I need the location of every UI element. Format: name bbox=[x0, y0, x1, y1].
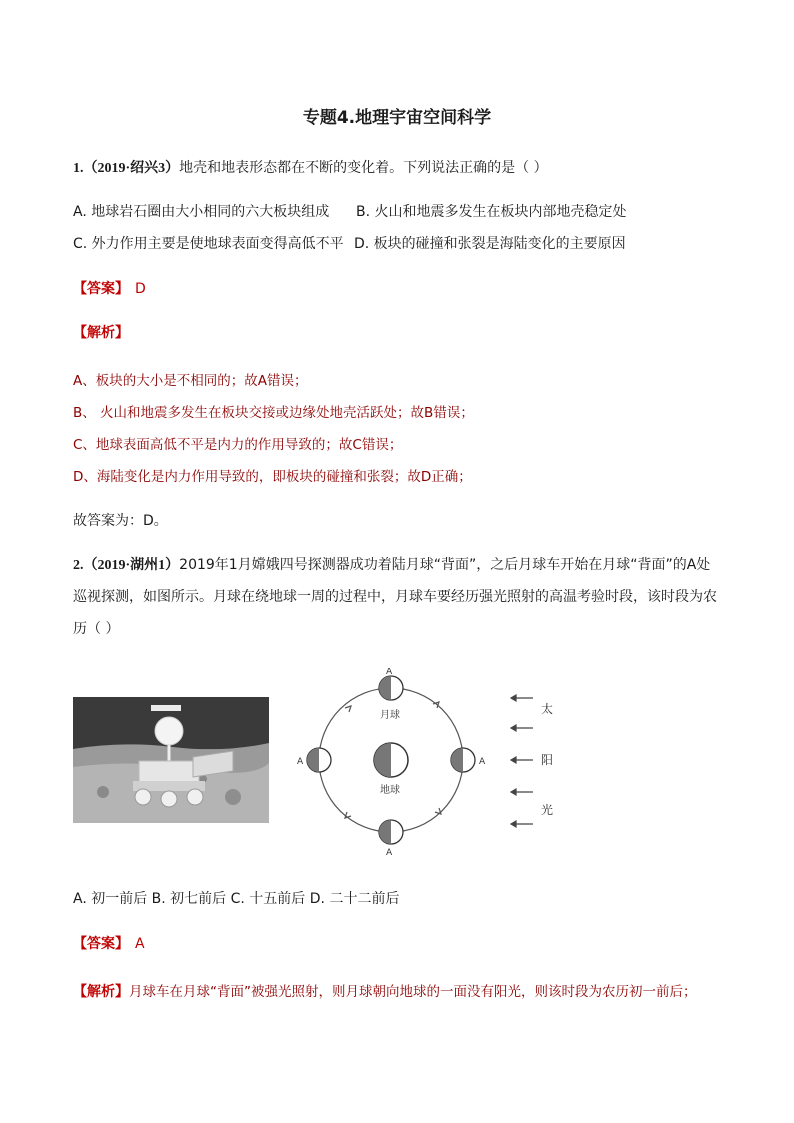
earth-label: 地球 bbox=[380, 785, 400, 796]
q1-conclusion: 故答案为：D。 bbox=[73, 513, 168, 529]
lunar-rover-photo bbox=[73, 697, 269, 823]
q2-answer-tag: 【答案】 bbox=[73, 936, 129, 952]
q2-number: 2. bbox=[73, 558, 84, 573]
q2-stem-text: 2019年1月嫦娥四号探测器成功着陆月球“背面”，之后月球车开始在月球“背面”的A处 bbox=[179, 557, 711, 573]
q2-answer bbox=[73, 933, 145, 953]
moon-top-icon bbox=[379, 676, 403, 700]
q2-stem-line3: 历（ ） bbox=[73, 621, 120, 637]
moon-bottom-point-label: A bbox=[386, 848, 393, 858]
q2-answer-value: A bbox=[135, 936, 145, 952]
q1-stem bbox=[73, 157, 548, 177]
orbit-svg bbox=[283, 668, 583, 858]
q1-option-c: C. 外力作用主要是使地球表面变得高低不平 bbox=[73, 236, 344, 252]
moon-left-point-label: A bbox=[297, 757, 304, 767]
q1-analysis-a: A、板块的大小是不相同的；故A错误； bbox=[73, 373, 308, 389]
moon-bottom-icon bbox=[379, 820, 403, 844]
q1-answer-value: D bbox=[135, 281, 146, 297]
sun-char-1: 太 bbox=[541, 702, 554, 716]
q2-options: A. 初一前后 B. 初七前后 C. 十五前后 D. 二十二前后 bbox=[73, 891, 400, 907]
q1-answer-tag: 【答案】 bbox=[73, 281, 129, 297]
q2-stem-line2: 巡视探测，如图所示。月球在绕地球一周的过程中，月球车要经历强光照射的高温考验时段，该时段为农 bbox=[73, 589, 717, 605]
earth-icon bbox=[374, 743, 408, 777]
sun-char-3: 光 bbox=[541, 803, 554, 817]
moon-orbit-diagram bbox=[283, 668, 583, 858]
page-title: 专题4.地理宇宙空间科学 bbox=[302, 108, 492, 128]
q2-analysis bbox=[73, 980, 697, 1001]
q1-stem-text: 地壳和地表形态都在不断的变化着。下列说法正确的是（ ） bbox=[179, 160, 548, 176]
q2-stem-line1 bbox=[73, 554, 710, 574]
q1-analysis-c: C、地球表面高低不平是内力的作用导致的；故C错误； bbox=[73, 437, 403, 453]
q1-answer bbox=[73, 278, 146, 298]
sun-char-2: 阳 bbox=[541, 753, 554, 767]
moon-label: 月球 bbox=[380, 710, 400, 721]
q1-analysis-b: B、 火山和地震多发生在板块交接或边缘处地壳活跃处；故B错误； bbox=[73, 405, 474, 421]
q1-source: （2019·绍兴3） bbox=[83, 161, 180, 176]
moon-right-point-label: A bbox=[479, 757, 486, 767]
lunar-rover-illustration bbox=[73, 697, 269, 823]
q2-analysis-text: 月球车在月球“背面”被强光照射，则月球朝向地球的一面没有阳光，则该时段为农历初一前后； bbox=[129, 984, 697, 1000]
q1-option-d: D. 板块的碰撞和张裂是海陆变化的主要原因 bbox=[354, 236, 626, 252]
sunlight-arrows bbox=[511, 695, 533, 827]
moon-right-icon bbox=[451, 748, 475, 772]
q1-option-b: B. 火山和地震多发生在板块内部地壳稳定处 bbox=[356, 204, 627, 220]
q1-option-a: A. 地球岩石圈由大小相同的六大板块组成 bbox=[73, 204, 330, 220]
q2-source: （2019·湖州1） bbox=[83, 558, 180, 573]
q1-number: 1. bbox=[73, 161, 84, 176]
q1-analysis-tag: 【解析】 bbox=[73, 325, 129, 341]
q2-analysis-tag: 【解析】 bbox=[73, 984, 129, 1000]
q1-analysis-d: D、海陆变化是内力作用导致的，即板块的碰撞和张裂；故D正确； bbox=[73, 469, 472, 485]
moon-top-point-label: A bbox=[386, 668, 393, 677]
moon-left-icon bbox=[307, 748, 331, 772]
